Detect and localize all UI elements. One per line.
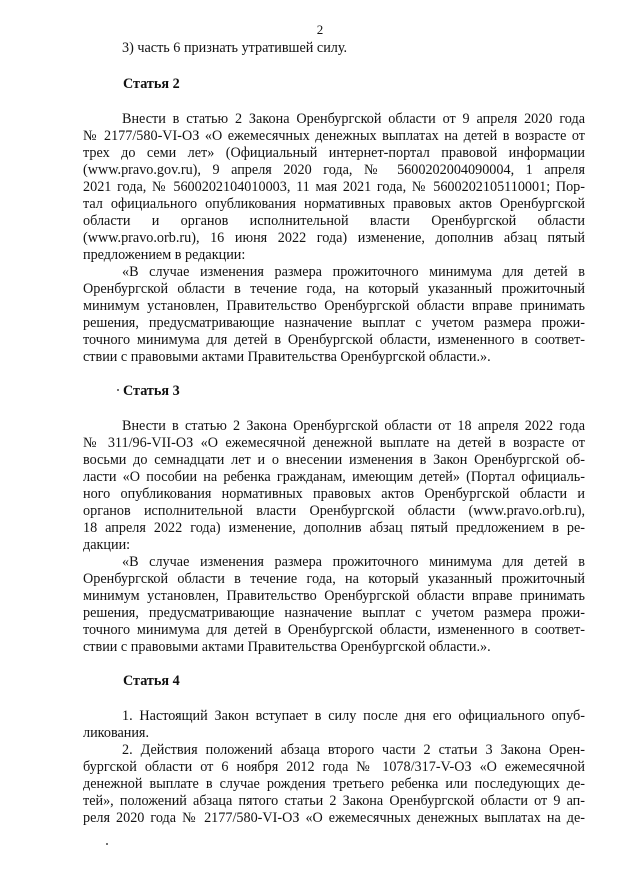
text-line: бургской области от 6 ноября 2012 года № 1078/317-V-ОЗ «О ежемесячной: [83, 759, 585, 775]
text-line: 18 апреля 2022 года) изменение, дополнив абзац пятый предложением в ре-: [83, 520, 585, 536]
text-line: тей», положений абзаца пятого статьи 2 Закона Оренбургской области от 9 ап-: [83, 793, 585, 809]
text-line: Оренбургской области в течение года, на который указанный прожиточный: [83, 571, 585, 587]
text-line: (www.pravo.gov.ru), 9 апреля 2020 года, № 5600202004090004, 1 апреля: [83, 162, 585, 178]
text-line: (www.pravo.orb.ru), 16 июня 2022 года) изменение, дополнив абзац пятый: [83, 230, 585, 246]
text-line: 2021 года, № 5600202104010003, 11 мая 2021 года, № 5600202105110001; Пор-: [83, 179, 585, 195]
text-line: точного минимума для детей в Оренбургской области, измененного в соответ-: [83, 332, 585, 348]
text-line: ного опубликования нормативных правовых актов Оренбургской области и: [83, 486, 585, 502]
scan-speck: [106, 843, 108, 845]
text-line: области и органов исполнительной власти Оренбургской области: [83, 213, 585, 229]
article-heading-2: Статья 2: [123, 76, 180, 92]
text-line: ствии с правовыми актами Правительства Оренбургской области.».: [83, 639, 491, 655]
text-line: решения, предусматривающие назначение выплат с учетом размера прожи-: [83, 315, 585, 331]
text-line: тал официального опубликования нормативных правовых актов Оренбургской: [83, 196, 585, 212]
text-line: восьми до семнадцати лет и о внесении изменения в Закон Оренбургской об-: [83, 452, 585, 468]
text-line: 3) часть 6 признать утратившей силу.: [122, 40, 348, 56]
text-line: трех до семи лет» (Официальный интернет-портал правовой информации: [83, 145, 585, 161]
text-line: ликования.: [83, 725, 150, 741]
text-line: реля 2020 года № 2177/580-VI-ОЗ «О ежемесячных денежных выплатах на де-: [83, 810, 585, 826]
text-line: минимум установлен, Правительство Оренбургской области вправе принимать: [83, 298, 585, 314]
text-line: «В случае изменения размера прожиточного минимума для детей в: [122, 264, 585, 280]
text-line: денежной выплате в случае рождения третьего ребенка или последующих де-: [83, 776, 585, 792]
text-line: решения, предусматривающие назначение выплат с учетом размера прожи-: [83, 605, 585, 621]
text-line: ствии с правовыми актами Правительства Оренбургской области.».: [83, 349, 491, 365]
text-line: органов исполнительной власти Оренбургской области (www.pravo.orb.ru),: [83, 503, 585, 519]
article-heading-3: Статья 3: [123, 383, 180, 399]
text-line: 2. Действия положений абзаца второго части 2 статьи 3 Закона Орен-: [122, 742, 585, 758]
page-number: 2: [316, 22, 324, 37]
text-line: ласти «О пособии на ребенка гражданам, имеющим детей» (Портал официаль-: [83, 469, 585, 485]
text-line: дакции:: [83, 537, 131, 553]
text-line: № 2177/580-VI-ОЗ «О ежемесячных денежных выплатах на детей в возрасте от: [83, 128, 585, 144]
text-line: Внести в статью 2 Закона Оренбургской области от 18 апреля 2022 года: [122, 418, 585, 434]
text-line: № 311/96-VII-ОЗ «О ежемесячной денежной выплате на детей в возрасте от: [83, 435, 585, 451]
scan-speck: [117, 389, 119, 391]
text-line: точного минимума для детей в Оренбургской области, измененного в соответ-: [83, 622, 585, 638]
text-line: минимум установлен, Правительство Оренбургской области вправе принимать: [83, 588, 585, 604]
text-line: Внести в статью 2 Закона Оренбургской области от 9 апреля 2020 года: [122, 111, 585, 127]
article-heading-4: Статья 4: [123, 673, 180, 689]
text-line: «В случае изменения размера прожиточного минимума для детей в: [122, 554, 585, 570]
text-line: предложением в редакции:: [83, 247, 246, 263]
text-line: Оренбургской области в течение года, на который указанный прожиточный: [83, 281, 585, 297]
text-line: 1. Настоящий Закон вступает в силу после дня его официального опуб-: [122, 708, 585, 724]
